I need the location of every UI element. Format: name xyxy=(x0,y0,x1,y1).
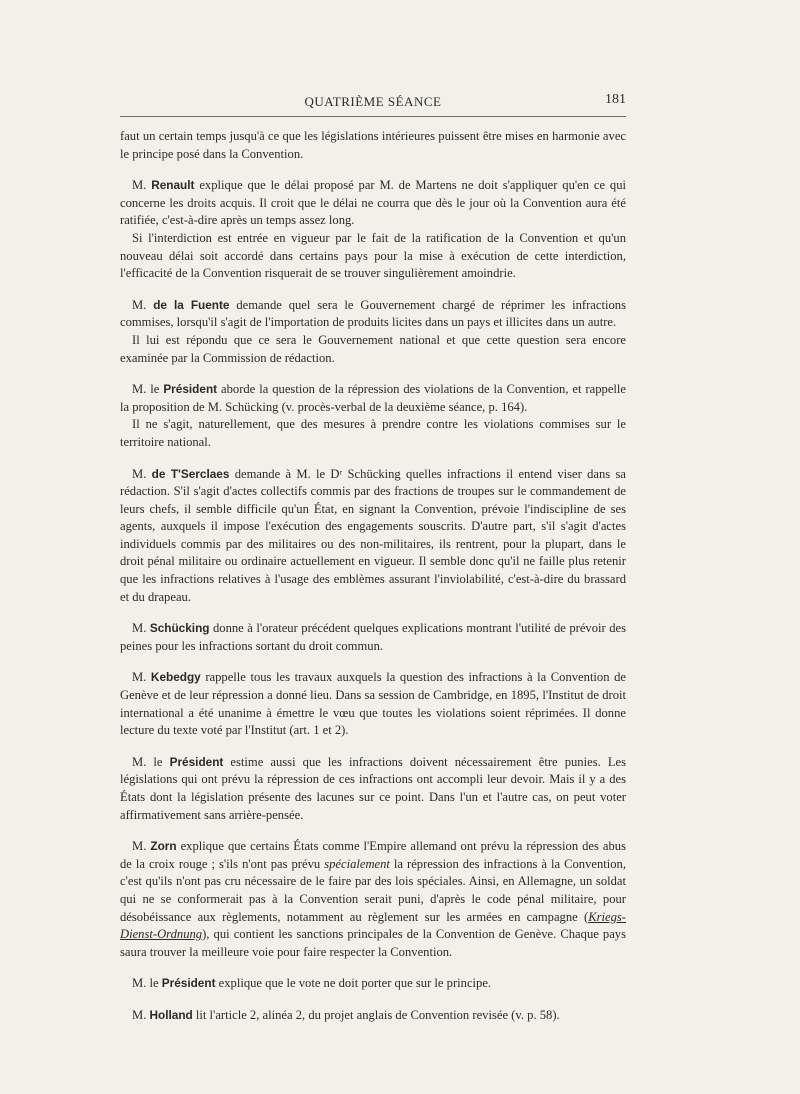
body-text xyxy=(120,128,626,1025)
speaker-name: Schücking xyxy=(149,621,210,636)
speaker-name: de T'Serclaes xyxy=(151,466,230,481)
paragraph-text: estime aussi que les infractions doivent nécessairement être punies. Les législations qui ont prévu la répression de ces infractions ont accompli leur devoir. Mais il y a des États dont la législation présente des lacunes sur ce point. Dans l'un et l'autre cas, on peut voter affirmativement sans arrière-pensée. xyxy=(120,754,626,822)
speaker-prefix: M. xyxy=(132,621,150,636)
running-head: QUATRIÈME SÉANCE xyxy=(304,94,442,109)
paragraph-text: demande quel sera le Gouvernement chargé de réprimer les infractions commises, lorsqu'il s'agit de l'importation de produits licites dans un pays et illicites dans un autre. xyxy=(120,297,626,330)
speaker-name: Holland xyxy=(149,1007,193,1022)
paragraph xyxy=(120,332,626,367)
paragraph-text: Il ne s'agit, naturellement, que des mesures à prendre contre les violations commises sur le territoire national. xyxy=(120,417,626,449)
speaker-prefix: M. xyxy=(132,178,152,193)
speaker-name: Zorn xyxy=(150,839,177,854)
speaker-name: Président xyxy=(161,976,216,991)
page-number: 181 xyxy=(605,92,626,107)
paragraph xyxy=(120,620,626,655)
paragraph-text: donne à l'orateur précédent quelques explications montrant l'utilité de prévoir des peines pour les infractions sortant du droit commun. xyxy=(120,621,626,653)
paragraph-text: Il lui est répondu que ce sera le Gouvernement national et que cette question sera encore examinée par la Commission de rédaction. xyxy=(120,332,626,365)
paragraph xyxy=(120,416,626,451)
paragraph-text: Si l'interdiction est entrée en vigueur par le fait de la ratification de la Convention et qu'un nouveau délai soit accordé dans certains pays pour la mise à exécution de cette interdiction, l'efficacité de la Convention risquerait de se trouver singulièrement amoindrie. xyxy=(120,230,626,281)
paragraph-text: faut un certain temps jusqu'à ce que les législations intérieures puissent être mises en harmonie avec le principe posé dans la Convention. xyxy=(120,129,626,161)
speaker-prefix: M. le xyxy=(132,382,164,397)
paragraph xyxy=(120,1007,626,1025)
paragraph xyxy=(120,297,626,332)
paragraph xyxy=(120,177,626,230)
speaker-name: de la Fuente xyxy=(153,297,230,312)
speaker-name: Renault xyxy=(151,178,195,193)
paragraph xyxy=(120,838,626,961)
speaker-prefix: M. xyxy=(132,297,154,312)
paragraph xyxy=(120,669,626,739)
speaker-name: Président xyxy=(169,754,224,769)
paragraph xyxy=(120,128,626,163)
paragraph-text: rappelle tous les travaux auxquels la question des infractions à la Convention de Genève et de leur répression a donné lieu. Dans sa session de Cambridge, en 1895, l'Institut de droit international a été unanime à émettre le vœu que toutes les violations soient réprimées. Il donne lecture du texte voté par l'Institut (art. 1 et 2). xyxy=(120,670,626,738)
paragraph-text: explique que certains États comme l'Empire allemand ont prévu la répression des abus de la croix rouge ; s'ils n'ont pas prévu xyxy=(120,839,626,871)
paragraph xyxy=(120,466,626,607)
paragraph xyxy=(120,975,626,993)
speaker-prefix: M. xyxy=(132,1007,150,1022)
speaker-prefix: M. le xyxy=(132,976,162,991)
paragraph-text: aborde la question de la répression des violations de la Convention, et rappelle la proposition de M. Schücking (v. procès-verbal de la deuxième séance, p. 164). xyxy=(120,382,626,414)
paragraph-text: ), qui contient les sanctions principales de la Convention de Genève. Chaque pays saura trouver la meilleure voie pour faire respecter la Convention. xyxy=(120,927,626,959)
speaker-prefix: M. xyxy=(132,466,152,481)
italic-term: Kriegs-Dienst-Ordnung xyxy=(120,909,626,942)
speaker-name: Président xyxy=(163,382,218,397)
paragraph-text: explique que le vote ne doit porter que sur le principe. xyxy=(215,976,492,991)
paragraph-text: demande à M. le Dʳ Schücking quelles infractions il entend viser dans sa rédaction. S'il s'agit d'actes collectifs commis par des fractions de troupes sur le commandement de leurs chefs, il semble difficile qu'un État, en signant la Convention, prévoie l'indiscipline de ses agents, auxquels il impose l'exécution des engagements souscrits. D'autre part, s'il s'agit d'actes individuels commis par des militaires ou des non-militaires, ils rentrent, pour la plupart, dans le droit pénal militaire ou ordinaire actuellement en vigueur. Il semble donc qu'il ne faille plus retenir que les infractions relatives à l'usage des emblèmes assurant l'inviolabilité, c'est-à-dire du brassard et du drapeau. xyxy=(120,466,626,604)
speaker-prefix: M. xyxy=(132,670,151,685)
paragraph-text: explique que le délai proposé par M. de Martens ne doit s'appliquer qu'en ce qui concerne les droits acquis. Il croit que le délai ne courra que dès le jour où la Convention aura été ratifiée, c'est-à-dire après un temps assez long. xyxy=(120,178,626,228)
paragraph xyxy=(120,381,626,416)
speaker-name: Kebedgy xyxy=(150,670,201,685)
speaker-prefix: M. xyxy=(132,839,151,854)
paragraph-text: lit l'article 2, alinéa 2, du projet anglais de Convention revisée (v. p. 58). xyxy=(192,1007,560,1022)
italic-term: spécialement xyxy=(324,856,390,871)
page-header xyxy=(120,92,626,117)
paragraph-text: la répression des infractions à la Convention, c'est qu'ils n'ont pas cru nécessaire de le faire par des lois spéciales. Ainsi, en Allemagne, un soldat qui ne se conformerait pas à la Convention serait puni, d'après le code pénal militaire, pour désobéissance aux règlements, notamment au règlement sur les armées en campagne ( xyxy=(120,856,626,924)
paragraph xyxy=(120,754,626,824)
paragraph xyxy=(120,230,626,283)
speaker-prefix: M. le xyxy=(132,754,170,769)
